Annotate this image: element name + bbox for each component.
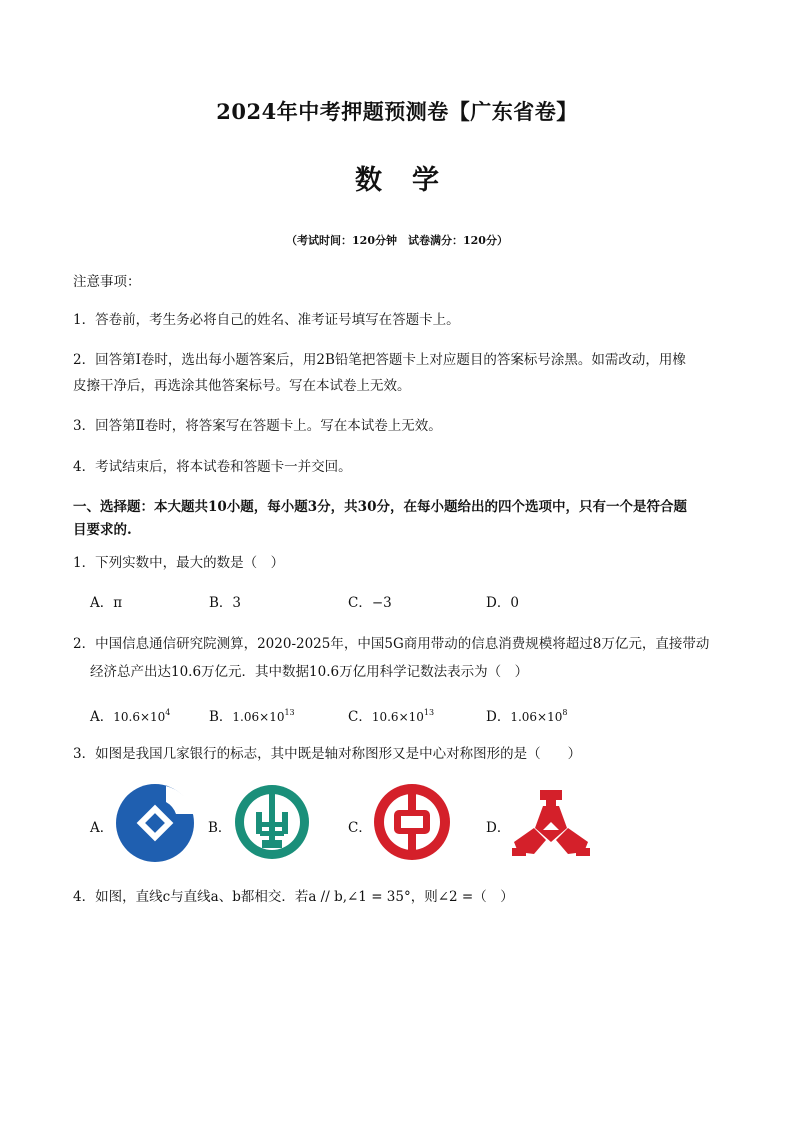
q2-option-b bbox=[209, 703, 295, 727]
exam-title: 2024年中考押题预测卷【广东省卷】 bbox=[216, 99, 578, 124]
q3-stem: 3．如图是我国几家银行的标志，其中既是轴对称图形又是中心对称图形的是（ ） bbox=[73, 746, 582, 762]
abc-logo-icon bbox=[232, 782, 312, 862]
q2-option-a-base: 10.6×10 bbox=[113, 710, 166, 724]
q2-option-d bbox=[486, 703, 567, 727]
q3-label-b: B． bbox=[208, 820, 232, 836]
q1-stem: 1．下列实数中，最大的数是（ ） bbox=[73, 555, 285, 571]
q2-option-a bbox=[90, 703, 170, 727]
q2-option-a-exp: 4 bbox=[165, 708, 171, 717]
q2-option-a-label: A． bbox=[90, 709, 114, 725]
q1-option-b: B．3 bbox=[209, 595, 242, 611]
q2-option-c-exp: 13 bbox=[423, 708, 435, 717]
q3-label-a: A． bbox=[90, 820, 114, 836]
q2-stem: 2．中国信息通信研究院测算，2020-2025年，中国5G商用带动的信息消费规模将超过8万亿元，直接带动 bbox=[73, 636, 710, 652]
q3-label-d: D． bbox=[486, 820, 511, 836]
q4-stem: 4．如图，直线c与直线a、b都相交．若a // b,∠1 = 35°，则∠2 =（ ） bbox=[73, 889, 514, 905]
q2-option-b-exp: 13 bbox=[284, 708, 295, 717]
boc-logo-icon bbox=[372, 782, 452, 862]
subject-title: 数学 bbox=[355, 165, 469, 196]
q2-options bbox=[90, 703, 710, 723]
q2-option-c-label: C． bbox=[348, 709, 372, 725]
q2-option-b-base: 1.06×10 bbox=[232, 710, 285, 724]
q2-option-c bbox=[348, 703, 434, 727]
ccb-logo-icon bbox=[114, 782, 196, 864]
q1-option-a: A．π bbox=[90, 595, 123, 611]
note-item-3: 3．回答第Ⅱ卷时，将答案写在答题卡上。写在本试卷上无效。 bbox=[73, 418, 442, 434]
note-item-1: 1．答卷前，考生务必将自己的姓名、准考证号填写在答题卡上。 bbox=[73, 312, 460, 328]
notes-heading: 注意事项： bbox=[73, 274, 141, 290]
q2-option-b-label: B． bbox=[209, 709, 233, 725]
q1-options bbox=[90, 593, 710, 613]
cmb-logo-icon bbox=[510, 782, 592, 864]
note-item-4: 4．考试结束后，将本试卷和答题卡一并交回。 bbox=[73, 459, 352, 475]
note-item-2-cont: 皮擦干净后，再选涂其他答案标号。写在本试卷上无效。 bbox=[73, 378, 411, 394]
note-item-2: 2．回答第Ⅰ卷时，选出每小题答案后，用2B铅笔把答题卡上对应题目的答案标号涂黑。如需改动，用橡 bbox=[73, 352, 686, 368]
q2-option-d-label: D． bbox=[486, 709, 511, 725]
q3-label-c: C． bbox=[348, 820, 372, 836]
q2-option-c-base: 10.6×10 bbox=[371, 710, 424, 724]
q2-option-d-exp: 8 bbox=[562, 708, 568, 717]
q1-option-c: C．−3 bbox=[348, 595, 392, 611]
q1-option-d: D．0 bbox=[486, 595, 519, 611]
q3-logo-row bbox=[90, 782, 610, 868]
q2-stem-cont: 经济总产出达10.6万亿元．其中数据10.6万亿用科学记数法表示为（ ） bbox=[90, 664, 529, 680]
exam-info: （考试时间：120分钟 试卷满分：120分） bbox=[286, 234, 508, 247]
q2-option-d-base: 1.06×10 bbox=[510, 710, 563, 724]
section-heading-cont: 目要求的. bbox=[73, 522, 132, 538]
section-heading: 一、选择题：本大题共10小题，每小题3分，共30分，在每小题给出的四个选项中，只有一个是符合题 bbox=[73, 499, 687, 515]
